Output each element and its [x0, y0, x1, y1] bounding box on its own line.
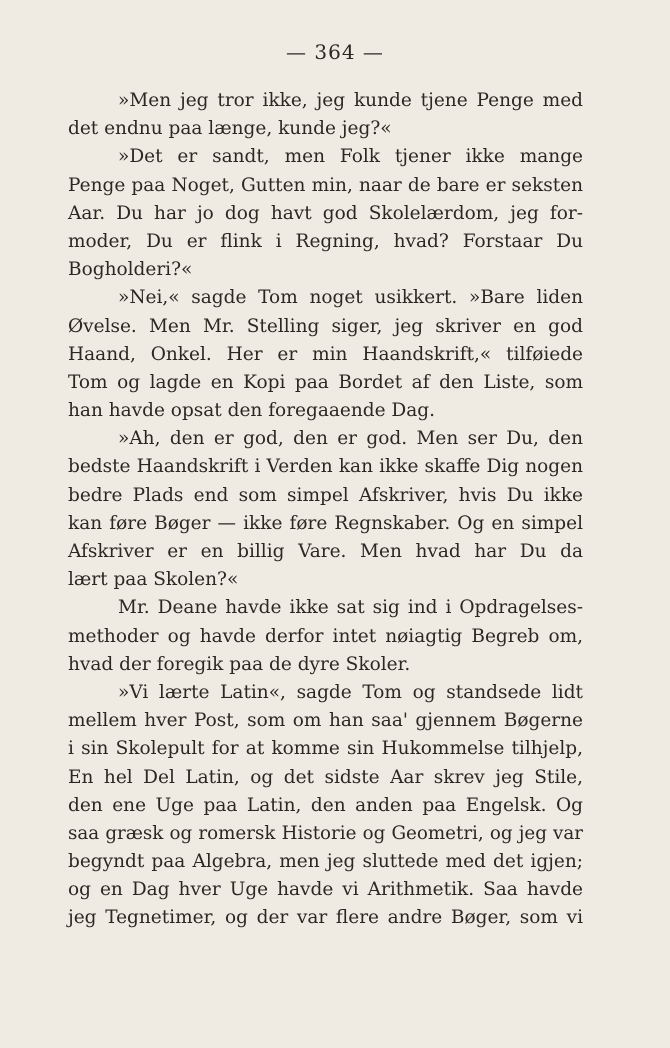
text-line: »Men jeg tror ikke, jeg kunde tjene Penge med — [118, 90, 583, 111]
text-line: moder, Du er flink i Regning, hvad? Forstaar Du — [68, 230, 583, 252]
text-line: hvad der foregik paa de dyre Skoler. — [68, 653, 411, 675]
text-line: »Vi lærte Latin«, sagde Tom og standsede lidt — [118, 681, 583, 703]
text-line: lært paa Skolen?« — [68, 569, 239, 591]
text-line: »Nei,« sagde Tom noget usikkert. »Bare liden — [118, 287, 583, 309]
text-line: og en Dag hver Uge havde vi Arithmetik. Saa havde — [68, 879, 583, 901]
text-line: mellem hver Post, som om han saa' gjennem Bøgerne — [68, 710, 583, 732]
text-line: bedste Haandskrift i Verden kan ikke skaffe Dig nogen — [68, 456, 583, 478]
text-line: Bogholderi?« — [68, 259, 193, 281]
body-text — [68, 87, 583, 933]
text-line: begyndt paa Algebra, men jeg sluttede med det igjen; — [68, 851, 583, 873]
text-line: Aar. Du har jo dog havt god Skolelærdom, jeg for- — [68, 202, 583, 224]
text-line: Tom og lagde en Kopi paa Bordet af den Liste, som — [68, 371, 583, 393]
text-line: saa græsk og romersk Historie og Geometri, og jeg var — [68, 822, 583, 844]
text-line: Afskriver er en billig Vare. Men hvad har Du da — [68, 541, 583, 562]
text-line: i sin Skolepult for at komme sin Hukommelse tilhjelp, — [68, 738, 583, 760]
text-line: Mr. Deane havde ikke sat sig ind i Opdragelses- — [118, 597, 583, 619]
text-line: »Det er sandt, men Folk tjener ikke mange — [118, 146, 583, 168]
text-line: den ene Uge paa Latin, den anden paa Engelsk. Og — [68, 794, 583, 816]
text-line: Haand, Onkel. Her er min Haandskrift,« tilføiede — [68, 343, 583, 365]
text-line: Øvelse. Men Mr. Stelling siger, jeg skriver en god — [68, 315, 583, 337]
text-line: han havde opsat den foregaaende Dag. — [68, 400, 436, 422]
text-line: det endnu paa længe, kunde jeg?« — [68, 118, 392, 140]
page-number: — 364 — — [286, 40, 384, 64]
text-line: »Ah, den er god, den er god. Men ser Du, den — [118, 428, 583, 450]
text-line: kan føre Bøger — ikke føre Regnskaber. Og en simpel — [68, 512, 583, 534]
text-line: En hel Del Latin, og det sidste Aar skrev jeg Stile, — [68, 766, 583, 788]
text-line: jeg Tegnetimer, og der var flere andre Bøger, som vi — [68, 907, 583, 929]
text-line: Penge paa Noget, Gutten min, naar de bare er seksten — [68, 174, 583, 196]
text-line: methoder og havde derfor intet nøiagtig Begreb om, — [68, 625, 583, 647]
text-line: bedre Plads end som simpel Afskriver, hvis Du ikke — [68, 484, 583, 506]
